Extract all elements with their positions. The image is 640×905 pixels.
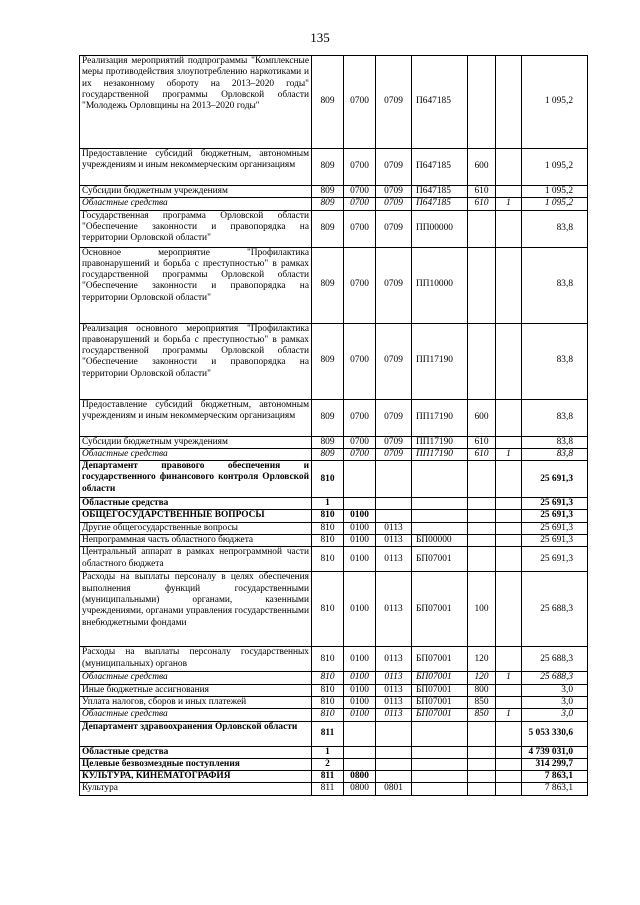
- cell-target: ПП10000: [412, 247, 468, 323]
- table-row: [80, 247, 588, 323]
- cell-name: Уплата налогов, сборов и иных платежей: [80, 696, 312, 708]
- cell-target: П647185: [412, 198, 468, 210]
- cell-section: [344, 498, 376, 510]
- cell-section: [344, 721, 376, 746]
- cell-amount: 25 691,3: [522, 547, 588, 572]
- cell-admin: 810: [312, 709, 344, 721]
- cell-source: [496, 746, 522, 758]
- cell-target: БП07001: [412, 672, 468, 684]
- table-row: [80, 198, 588, 210]
- cell-name: Иные бюджетные ассигнования: [80, 684, 312, 696]
- cell-target: БП07001: [412, 547, 468, 572]
- cell-target: [412, 498, 468, 510]
- cell-admin: 810: [312, 535, 344, 547]
- cell-source: [496, 783, 522, 795]
- cell-section: 0700: [344, 198, 376, 210]
- table-row: [80, 436, 588, 448]
- cell-amount: 25 691,3: [522, 522, 588, 534]
- cell-expense: [468, 210, 496, 247]
- cell-target: [412, 721, 468, 746]
- cell-source: [496, 56, 522, 149]
- cell-subsection: 0113: [376, 547, 412, 572]
- cell-admin: 810: [312, 547, 344, 572]
- cell-section: 0800: [344, 771, 376, 783]
- cell-name: Областные средства: [80, 746, 312, 758]
- cell-subsection: 0709: [376, 399, 412, 436]
- table-row: [80, 510, 588, 522]
- cell-section: 0100: [344, 522, 376, 534]
- cell-source: [496, 399, 522, 436]
- budget-table: [79, 55, 588, 796]
- cell-target: ПП17190: [412, 323, 468, 399]
- cell-admin: 809: [312, 198, 344, 210]
- cell-name: Центральный аппарат в рамках непрограммной части областного бюджета: [80, 547, 312, 572]
- cell-subsection: 0709: [376, 186, 412, 198]
- cell-name: Субсидии бюджетным учреждениям: [80, 186, 312, 198]
- cell-target: ПП17190: [412, 448, 468, 460]
- cell-expense: [468, 522, 496, 534]
- table-row: [80, 746, 588, 758]
- cell-section: 0100: [344, 547, 376, 572]
- cell-admin: 809: [312, 436, 344, 448]
- cell-admin: 810: [312, 510, 344, 522]
- cell-expense: 850: [468, 696, 496, 708]
- cell-admin: 1: [312, 746, 344, 758]
- cell-amount: 83,8: [522, 399, 588, 436]
- cell-amount: 4 739 031,0: [522, 746, 588, 758]
- cell-admin: 809: [312, 56, 344, 149]
- cell-admin: 809: [312, 247, 344, 323]
- cell-admin: 809: [312, 186, 344, 198]
- cell-section: 0100: [344, 684, 376, 696]
- cell-subsection: 0709: [376, 56, 412, 149]
- cell-subsection: [376, 758, 412, 770]
- cell-name: Культура: [80, 783, 312, 795]
- cell-amount: 83,8: [522, 323, 588, 399]
- cell-source: [496, 721, 522, 746]
- cell-target: П647185: [412, 56, 468, 149]
- cell-section: 0700: [344, 186, 376, 198]
- cell-expense: [468, 771, 496, 783]
- cell-amount: 83,8: [522, 210, 588, 247]
- cell-section: 0100: [344, 672, 376, 684]
- cell-target: БП00000: [412, 535, 468, 547]
- cell-source: [496, 461, 522, 498]
- cell-subsection: 0709: [376, 436, 412, 448]
- cell-source: [496, 323, 522, 399]
- cell-section: 0100: [344, 696, 376, 708]
- cell-amount: 83,8: [522, 247, 588, 323]
- table-row: [80, 535, 588, 547]
- cell-amount: 1 095,2: [522, 186, 588, 198]
- cell-expense: 600: [468, 149, 496, 186]
- cell-target: [412, 783, 468, 795]
- cell-amount: 1 095,2: [522, 198, 588, 210]
- cell-name: Департамент здравоохранения Орловской области: [80, 721, 312, 746]
- cell-section: 0100: [344, 572, 376, 647]
- cell-expense: 850: [468, 709, 496, 721]
- table-row: [80, 783, 588, 795]
- cell-subsection: 0801: [376, 783, 412, 795]
- cell-subsection: 0113: [376, 535, 412, 547]
- table-row: [80, 399, 588, 436]
- cell-admin: 810: [312, 461, 344, 498]
- cell-expense: [468, 746, 496, 758]
- cell-subsection: 0709: [376, 448, 412, 460]
- cell-section: 0700: [344, 149, 376, 186]
- cell-expense: [468, 247, 496, 323]
- table-row: [80, 758, 588, 770]
- page-number: 135: [310, 30, 330, 45]
- cell-expense: 610: [468, 448, 496, 460]
- cell-target: БП07001: [412, 572, 468, 647]
- cell-name: Расходы на выплаты персоналу государственных (муниципальных) органов: [80, 647, 312, 672]
- cell-source: [496, 247, 522, 323]
- cell-expense: 120: [468, 672, 496, 684]
- cell-amount: 1 095,2: [522, 56, 588, 149]
- table-row: [80, 647, 588, 672]
- cell-expense: [468, 461, 496, 498]
- cell-section: 0800: [344, 783, 376, 795]
- cell-target: [412, 771, 468, 783]
- cell-expense: 600: [468, 399, 496, 436]
- cell-name: Непрограммная часть областного бюджета: [80, 535, 312, 547]
- cell-subsection: [376, 771, 412, 783]
- cell-expense: [468, 323, 496, 399]
- cell-admin: 810: [312, 684, 344, 696]
- cell-amount: 83,8: [522, 436, 588, 448]
- cell-amount: 25 691,3: [522, 510, 588, 522]
- cell-subsection: 0113: [376, 709, 412, 721]
- cell-target: [412, 746, 468, 758]
- cell-section: 0700: [344, 56, 376, 149]
- cell-target: ПП17190: [412, 399, 468, 436]
- cell-expense: [468, 721, 496, 746]
- cell-target: П647185: [412, 186, 468, 198]
- cell-section: [344, 746, 376, 758]
- cell-name: Расходы на выплаты персоналу в целях обеспечения выполнения функций государственными (муниципальными) органами, казенными учреждениями, органами управления государственными внебюджетными фондами: [80, 572, 312, 647]
- cell-name: Областные средства: [80, 709, 312, 721]
- cell-source: 1: [496, 198, 522, 210]
- cell-admin: 810: [312, 672, 344, 684]
- cell-amount: 7 863,1: [522, 783, 588, 795]
- cell-source: [496, 758, 522, 770]
- cell-amount: 25 688,3: [522, 672, 588, 684]
- cell-target: БП07001: [412, 696, 468, 708]
- cell-admin: 811: [312, 721, 344, 746]
- cell-expense: [468, 547, 496, 572]
- table-row: [80, 522, 588, 534]
- cell-target: [412, 461, 468, 498]
- cell-name: Областные средства: [80, 448, 312, 460]
- cell-subsection: 0113: [376, 672, 412, 684]
- cell-source: 1: [496, 448, 522, 460]
- table-row: [80, 461, 588, 498]
- cell-source: [496, 210, 522, 247]
- cell-admin: 2: [312, 758, 344, 770]
- cell-expense: [468, 498, 496, 510]
- cell-expense: [468, 758, 496, 770]
- cell-source: [496, 498, 522, 510]
- cell-source: [496, 149, 522, 186]
- cell-source: [496, 547, 522, 572]
- cell-section: 0700: [344, 247, 376, 323]
- table-body: [80, 56, 588, 796]
- cell-subsection: 0709: [376, 323, 412, 399]
- table-row: [80, 572, 588, 647]
- cell-name: Департамент правового обеспечения и государственного финансового контроля Орловской области: [80, 461, 312, 498]
- cell-expense: [468, 535, 496, 547]
- table-row: [80, 186, 588, 198]
- cell-amount: 3,0: [522, 709, 588, 721]
- cell-name: Государственная программа Орловской области "Обеспечение законности и правопорядка на территории Орловской области": [80, 210, 312, 247]
- table-row: [80, 684, 588, 696]
- cell-section: 0100: [344, 709, 376, 721]
- table-row: [80, 323, 588, 399]
- table-row: [80, 210, 588, 247]
- cell-name: Предоставление субсидий бюджетным, автономным учреждениям и иным некоммерческим организациям: [80, 149, 312, 186]
- cell-source: [496, 771, 522, 783]
- table-row: [80, 547, 588, 572]
- cell-admin: 809: [312, 323, 344, 399]
- cell-subsection: 0709: [376, 210, 412, 247]
- cell-admin: 811: [312, 783, 344, 795]
- cell-expense: 610: [468, 186, 496, 198]
- cell-name: Основное мероприятие "Профилактика правонарушений и борьба с преступностью" в рамках государственной программы Орловской области "Обеспечение законности и правопорядка на территории Орловской области": [80, 247, 312, 323]
- cell-expense: [468, 56, 496, 149]
- cell-expense: 800: [468, 684, 496, 696]
- cell-section: 0700: [344, 448, 376, 460]
- cell-subsection: 0113: [376, 572, 412, 647]
- cell-section: 0700: [344, 323, 376, 399]
- table-row: [80, 56, 588, 149]
- cell-section: [344, 758, 376, 770]
- cell-amount: 5 053 330,6: [522, 721, 588, 746]
- cell-source: [496, 535, 522, 547]
- table-row: [80, 672, 588, 684]
- cell-name: Целевые безвозмездные поступления: [80, 758, 312, 770]
- cell-target: БП07001: [412, 647, 468, 672]
- cell-amount: 25 688,3: [522, 572, 588, 647]
- cell-source: 1: [496, 709, 522, 721]
- cell-subsection: [376, 461, 412, 498]
- cell-amount: 25 688,3: [522, 647, 588, 672]
- cell-source: [496, 186, 522, 198]
- cell-admin: 810: [312, 572, 344, 647]
- cell-target: ПП00000: [412, 210, 468, 247]
- cell-name: ОБЩЕГОСУДАРСТВЕННЫЕ ВОПРОСЫ: [80, 510, 312, 522]
- cell-admin: 810: [312, 522, 344, 534]
- cell-name: КУЛЬТУРА, КИНЕМАТОГРАФИЯ: [80, 771, 312, 783]
- cell-name: Субсидии бюджетным учреждениям: [80, 436, 312, 448]
- table-row: [80, 696, 588, 708]
- cell-expense: 120: [468, 647, 496, 672]
- cell-admin: 809: [312, 210, 344, 247]
- table-row: [80, 771, 588, 783]
- cell-subsection: 0709: [376, 247, 412, 323]
- cell-source: [496, 522, 522, 534]
- cell-source: [496, 647, 522, 672]
- cell-target: ПП17190: [412, 436, 468, 448]
- cell-target: [412, 758, 468, 770]
- cell-section: [344, 461, 376, 498]
- cell-section: 0100: [344, 510, 376, 522]
- cell-subsection: 0113: [376, 696, 412, 708]
- cell-subsection: [376, 746, 412, 758]
- cell-amount: 3,0: [522, 696, 588, 708]
- cell-admin: 810: [312, 647, 344, 672]
- cell-subsection: 0113: [376, 647, 412, 672]
- cell-name: Областные средства: [80, 498, 312, 510]
- cell-name: Другие общегосударственные вопросы: [80, 522, 312, 534]
- cell-subsection: [376, 510, 412, 522]
- table-row: [80, 498, 588, 510]
- cell-amount: 25 691,3: [522, 498, 588, 510]
- cell-admin: 810: [312, 696, 344, 708]
- cell-subsection: 0113: [376, 684, 412, 696]
- cell-amount: 7 863,1: [522, 771, 588, 783]
- cell-amount: 83,8: [522, 448, 588, 460]
- cell-section: 0700: [344, 210, 376, 247]
- cell-source: [496, 436, 522, 448]
- cell-expense: [468, 783, 496, 795]
- table-row: [80, 721, 588, 746]
- cell-source: [496, 696, 522, 708]
- cell-admin: 1: [312, 498, 344, 510]
- cell-subsection: [376, 721, 412, 746]
- cell-name: Областные средства: [80, 198, 312, 210]
- cell-target: [412, 522, 468, 534]
- cell-name: Предоставление субсидий бюджетным, автономным учреждениям и иным некоммерческим организациям: [80, 399, 312, 436]
- cell-amount: 1 095,2: [522, 149, 588, 186]
- cell-amount: 25 691,3: [522, 461, 588, 498]
- cell-amount: 3,0: [522, 684, 588, 696]
- table-row: [80, 149, 588, 186]
- cell-section: 0700: [344, 399, 376, 436]
- cell-amount: 314 299,7: [522, 758, 588, 770]
- cell-amount: 25 691,3: [522, 535, 588, 547]
- cell-source: [496, 510, 522, 522]
- cell-admin: 811: [312, 771, 344, 783]
- cell-admin: 809: [312, 399, 344, 436]
- cell-expense: 100: [468, 572, 496, 647]
- cell-target: БП07001: [412, 684, 468, 696]
- cell-admin: 809: [312, 149, 344, 186]
- table-row: [80, 448, 588, 460]
- cell-name: Реализация основного мероприятия "Профилактика правонарушений и борьба с преступностью" в рамках государственной программы Орловской области "Обеспечение законности и правопорядка на территории Орловской области": [80, 323, 312, 399]
- cell-subsection: 0113: [376, 522, 412, 534]
- cell-name: Областные средства: [80, 672, 312, 684]
- cell-subsection: 0709: [376, 198, 412, 210]
- cell-source: 1: [496, 672, 522, 684]
- cell-admin: 809: [312, 448, 344, 460]
- cell-expense: 610: [468, 436, 496, 448]
- cell-section: 0700: [344, 436, 376, 448]
- cell-expense: 610: [468, 198, 496, 210]
- cell-target: П647185: [412, 149, 468, 186]
- cell-target: [412, 510, 468, 522]
- table-row: [80, 709, 588, 721]
- cell-section: 0100: [344, 647, 376, 672]
- cell-section: 0100: [344, 535, 376, 547]
- cell-target: БП07001: [412, 709, 468, 721]
- cell-expense: [468, 510, 496, 522]
- cell-subsection: [376, 498, 412, 510]
- cell-source: [496, 684, 522, 696]
- cell-subsection: 0709: [376, 149, 412, 186]
- cell-name: Реализация мероприятий подпрограммы "Комплексные меры противодействия злоупотреблению наркотиками и их незаконному обороту на 2013–2020 годы" государственной программы Орловской области "Молодежь Орловщины на 2013–2020 годы": [80, 56, 312, 149]
- cell-source: [496, 572, 522, 647]
